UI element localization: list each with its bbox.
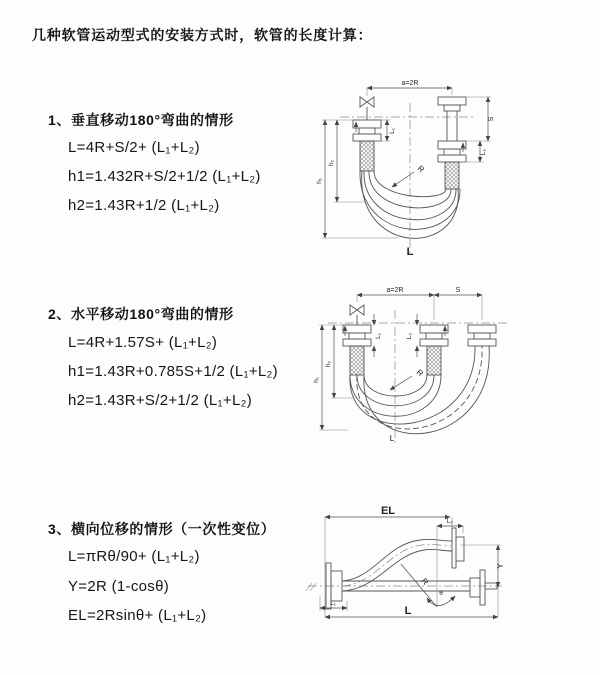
radius-label: R — [414, 367, 425, 379]
svg-text:L₂: L₂ — [480, 148, 487, 156]
dimension-h2 — [328, 120, 365, 202]
angle-arc — [427, 596, 455, 606]
svg-text:h₂: h₂ — [325, 360, 332, 368]
section-2-heading: 2、水平移动180°弯曲的情形 — [48, 306, 234, 322]
radius-label: R — [419, 576, 431, 587]
svg-text:L₁: L₁ — [330, 600, 336, 607]
angle-label: θ — [439, 590, 443, 597]
diagram-lateral-displacement — [300, 500, 600, 650]
svg-text:S: S — [488, 116, 495, 122]
middle-flange-fitting — [420, 325, 448, 375]
formula-h1: h1=1.43R+0.785S+1/2 (L₁+L₂) — [68, 363, 278, 380]
svg-text:L₂: L₂ — [406, 332, 413, 340]
radius-line — [401, 564, 437, 607]
dimension-span — [367, 80, 452, 96]
dimension-l1 — [320, 596, 347, 611]
left-flange-fitting — [343, 325, 371, 375]
braided-hose-section — [360, 141, 374, 171]
right-flange-fitting — [470, 570, 497, 605]
dimension-l1 — [374, 120, 396, 141]
valve-icon — [360, 97, 374, 107]
formula-y: Y=2R (1-cosθ) — [68, 578, 170, 595]
braided-hose-section — [427, 346, 441, 375]
dimension-l2 — [460, 141, 487, 162]
length-label: L — [389, 434, 395, 443]
radius-label: R — [415, 163, 426, 175]
svg-text:L₂: L₂ — [446, 518, 454, 525]
diagram-vertical-180-bend — [310, 75, 600, 260]
dimension-l1 — [374, 314, 382, 357]
section-3-heading: 3、横向位移的情形（一次性变位） — [48, 521, 276, 537]
svg-text:h₁: h₁ — [313, 377, 320, 383]
centerline-break-mark — [306, 583, 316, 591]
dimension-l2 — [406, 314, 417, 357]
dimension-l2 — [437, 518, 463, 533]
svg-text:h₂: h₂ — [328, 159, 335, 167]
length-label: L — [406, 246, 414, 258]
valve-icon — [350, 305, 364, 315]
hose-s-curve — [342, 539, 452, 591]
travel-dim-label: S — [455, 287, 461, 294]
formula-h2: h2=1.43R+1/2 (L₁+L₂) — [68, 197, 220, 214]
radius-leader — [390, 376, 412, 390]
dimension-s — [466, 97, 495, 141]
formula-length: L=4R+S/2+ (L₁+L₂) — [68, 139, 200, 156]
formula-length: L=πRθ/90+ (L₁+L₂) — [68, 548, 200, 565]
braided-hose-section — [445, 162, 459, 189]
dimension-l — [325, 605, 498, 617]
top-flange-fitting — [452, 528, 464, 568]
formula-el: EL=2Rsinθ+ (L₁+L₂) — [68, 607, 207, 624]
svg-text:L: L — [404, 605, 412, 617]
radius-leader — [392, 172, 414, 187]
hose-u-bend-position2 — [350, 346, 489, 434]
formula-length: L=4R+1.57S+ (L₁+L₂) — [68, 334, 218, 351]
svg-text:Y: Y — [496, 563, 505, 569]
span-dim-label: a=2R — [401, 80, 419, 87]
svg-text:h₁: h₁ — [316, 178, 323, 184]
svg-text:EL: EL — [380, 505, 396, 517]
diagram-horizontal-180-bend — [310, 280, 600, 460]
left-flange-fitting — [353, 120, 381, 171]
braided-hose-section — [350, 346, 364, 375]
svg-text:L₁: L₁ — [375, 333, 382, 339]
right-flange-fitting — [468, 325, 496, 346]
formula-h2: h2=1.43R+S/2+1/2 (L₁+L₂) — [68, 392, 253, 409]
formula-h1: h1=1.432R+S/2+1/2 (L₁+L₂) — [68, 168, 261, 185]
dimension-span — [357, 287, 482, 320]
section-1-heading: 1、垂直移动180°弯曲的情形 — [48, 112, 234, 128]
svg-text:L₁: L₁ — [389, 128, 396, 134]
page-title: 几种软管运动型式的安装方式时，软管的长度计算： — [32, 27, 373, 43]
dimension-h1 — [316, 120, 398, 238]
right-flange-fitting — [438, 97, 466, 189]
span-dim-label: a=2R — [386, 287, 404, 294]
